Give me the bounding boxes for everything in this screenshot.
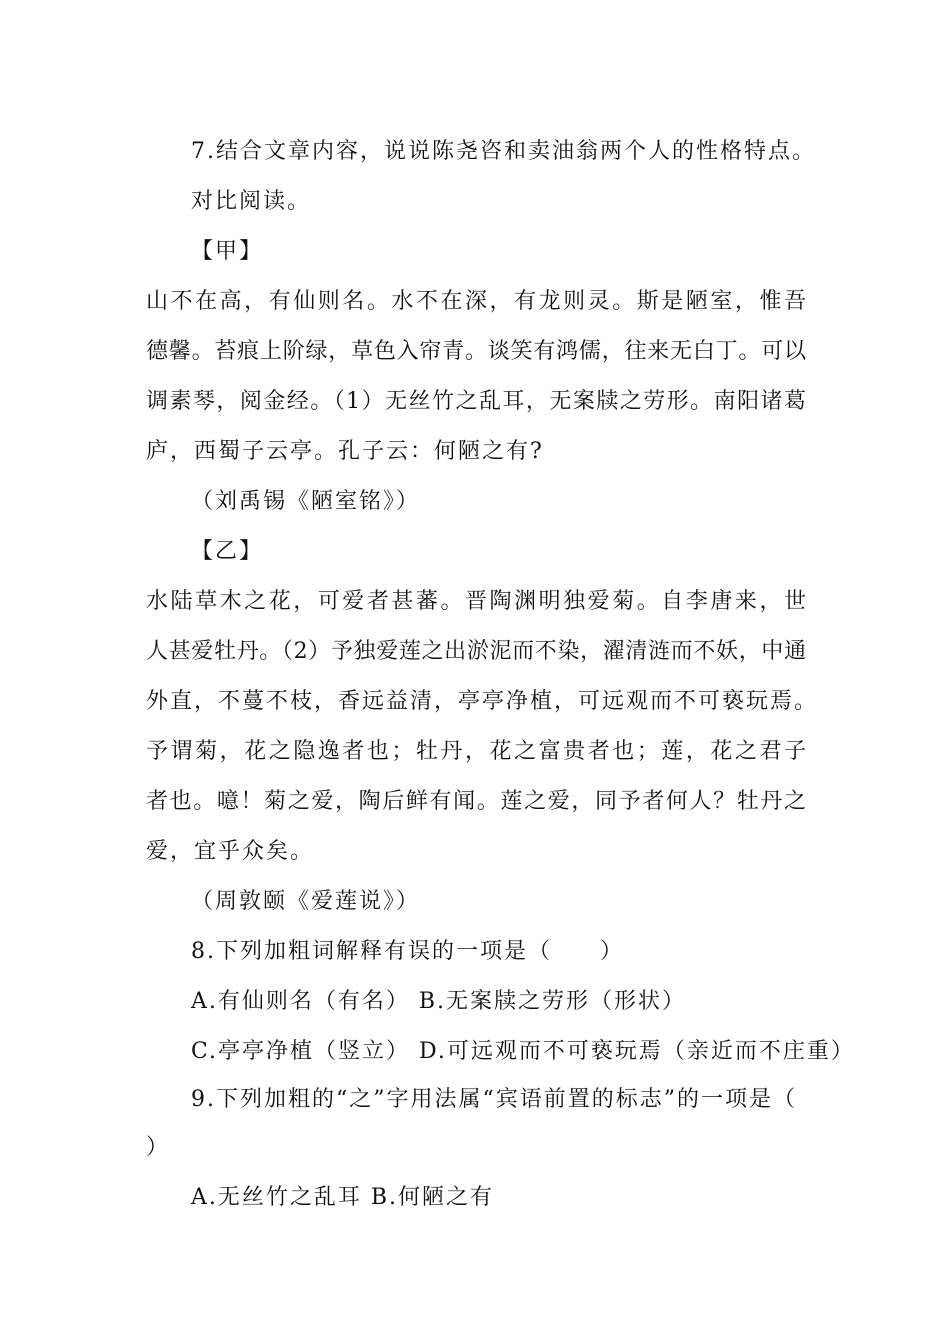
passage-jia-label: 【甲】 — [191, 239, 264, 264]
question-8-stem: 8.下列加粗词解释有误的一项是（ ） — [191, 939, 624, 964]
passage-jia-source: （刘禹锡《陋室铭》） — [191, 489, 421, 514]
question-9-options-ab: A.无丝竹之乱耳 B.何陋之有 — [191, 1185, 495, 1210]
passage-jia-line: 山不在高，有仙则名。水不在深，有龙则灵。斯是陋室，惟吾 — [146, 289, 806, 314]
question-9-stem-continued: ） — [146, 1135, 171, 1160]
question-8-options-ab: A.有仙则名（有名） B.无案牍之劳形（形状） — [191, 989, 687, 1014]
passage-yi-source: （周敦颐《爱莲说》） — [191, 889, 421, 914]
passage-yi-line: 外直，不蔓不枝，香远益清，亭亭净植，可远观而不可亵玩焉。 — [146, 689, 819, 714]
passage-yi-line: 水陆草木之花，可爱者甚蕃。晋陶渊明独爱菊。自李唐来，世 — [146, 589, 806, 614]
question-7: 7.结合文章内容，说说陈尧咨和卖油翁两个人的性格特点。 — [191, 139, 816, 164]
passage-jia-line: 庐，西蜀子云亭。孔子云：何陋之有? — [146, 439, 544, 464]
question-8-options-cd: C.亭亭净植（竖立） D.可远观而不可亵玩焉（亲近而不庄重） — [191, 1039, 855, 1064]
passage-yi-line: 爱，宜乎众矣。 — [146, 839, 315, 864]
passage-jia-line: 德馨。苔痕上阶绿，草色入帘青。谈笑有鸿儒，往来无白丁。可以 — [146, 339, 806, 364]
passage-yi-line: 人甚爱牡丹。（2）予独爱莲之出淤泥而不染，濯清涟而不妖，中通 — [146, 639, 806, 664]
passage-jia-line: 调素琴，阅金经。（1）无丝竹之乱耳，无案牍之劳形。南阳诸葛 — [146, 389, 806, 414]
question-9-stem: 9.下列加粗的“之”字用法属“宾语前置的标志”的一项是（ — [191, 1087, 797, 1112]
passage-yi-line: 者也。噫！菊之爱，陶后鲜有闻。莲之爱，同予者何人？牡丹之 — [146, 789, 806, 814]
passage-yi-label: 【乙】 — [191, 539, 264, 564]
passage-yi-line: 予谓菊，花之隐逸者也；牡丹，花之富贵者也；莲，花之君子 — [146, 739, 806, 764]
comparative-reading-heading: 对比阅读。 — [191, 189, 312, 214]
